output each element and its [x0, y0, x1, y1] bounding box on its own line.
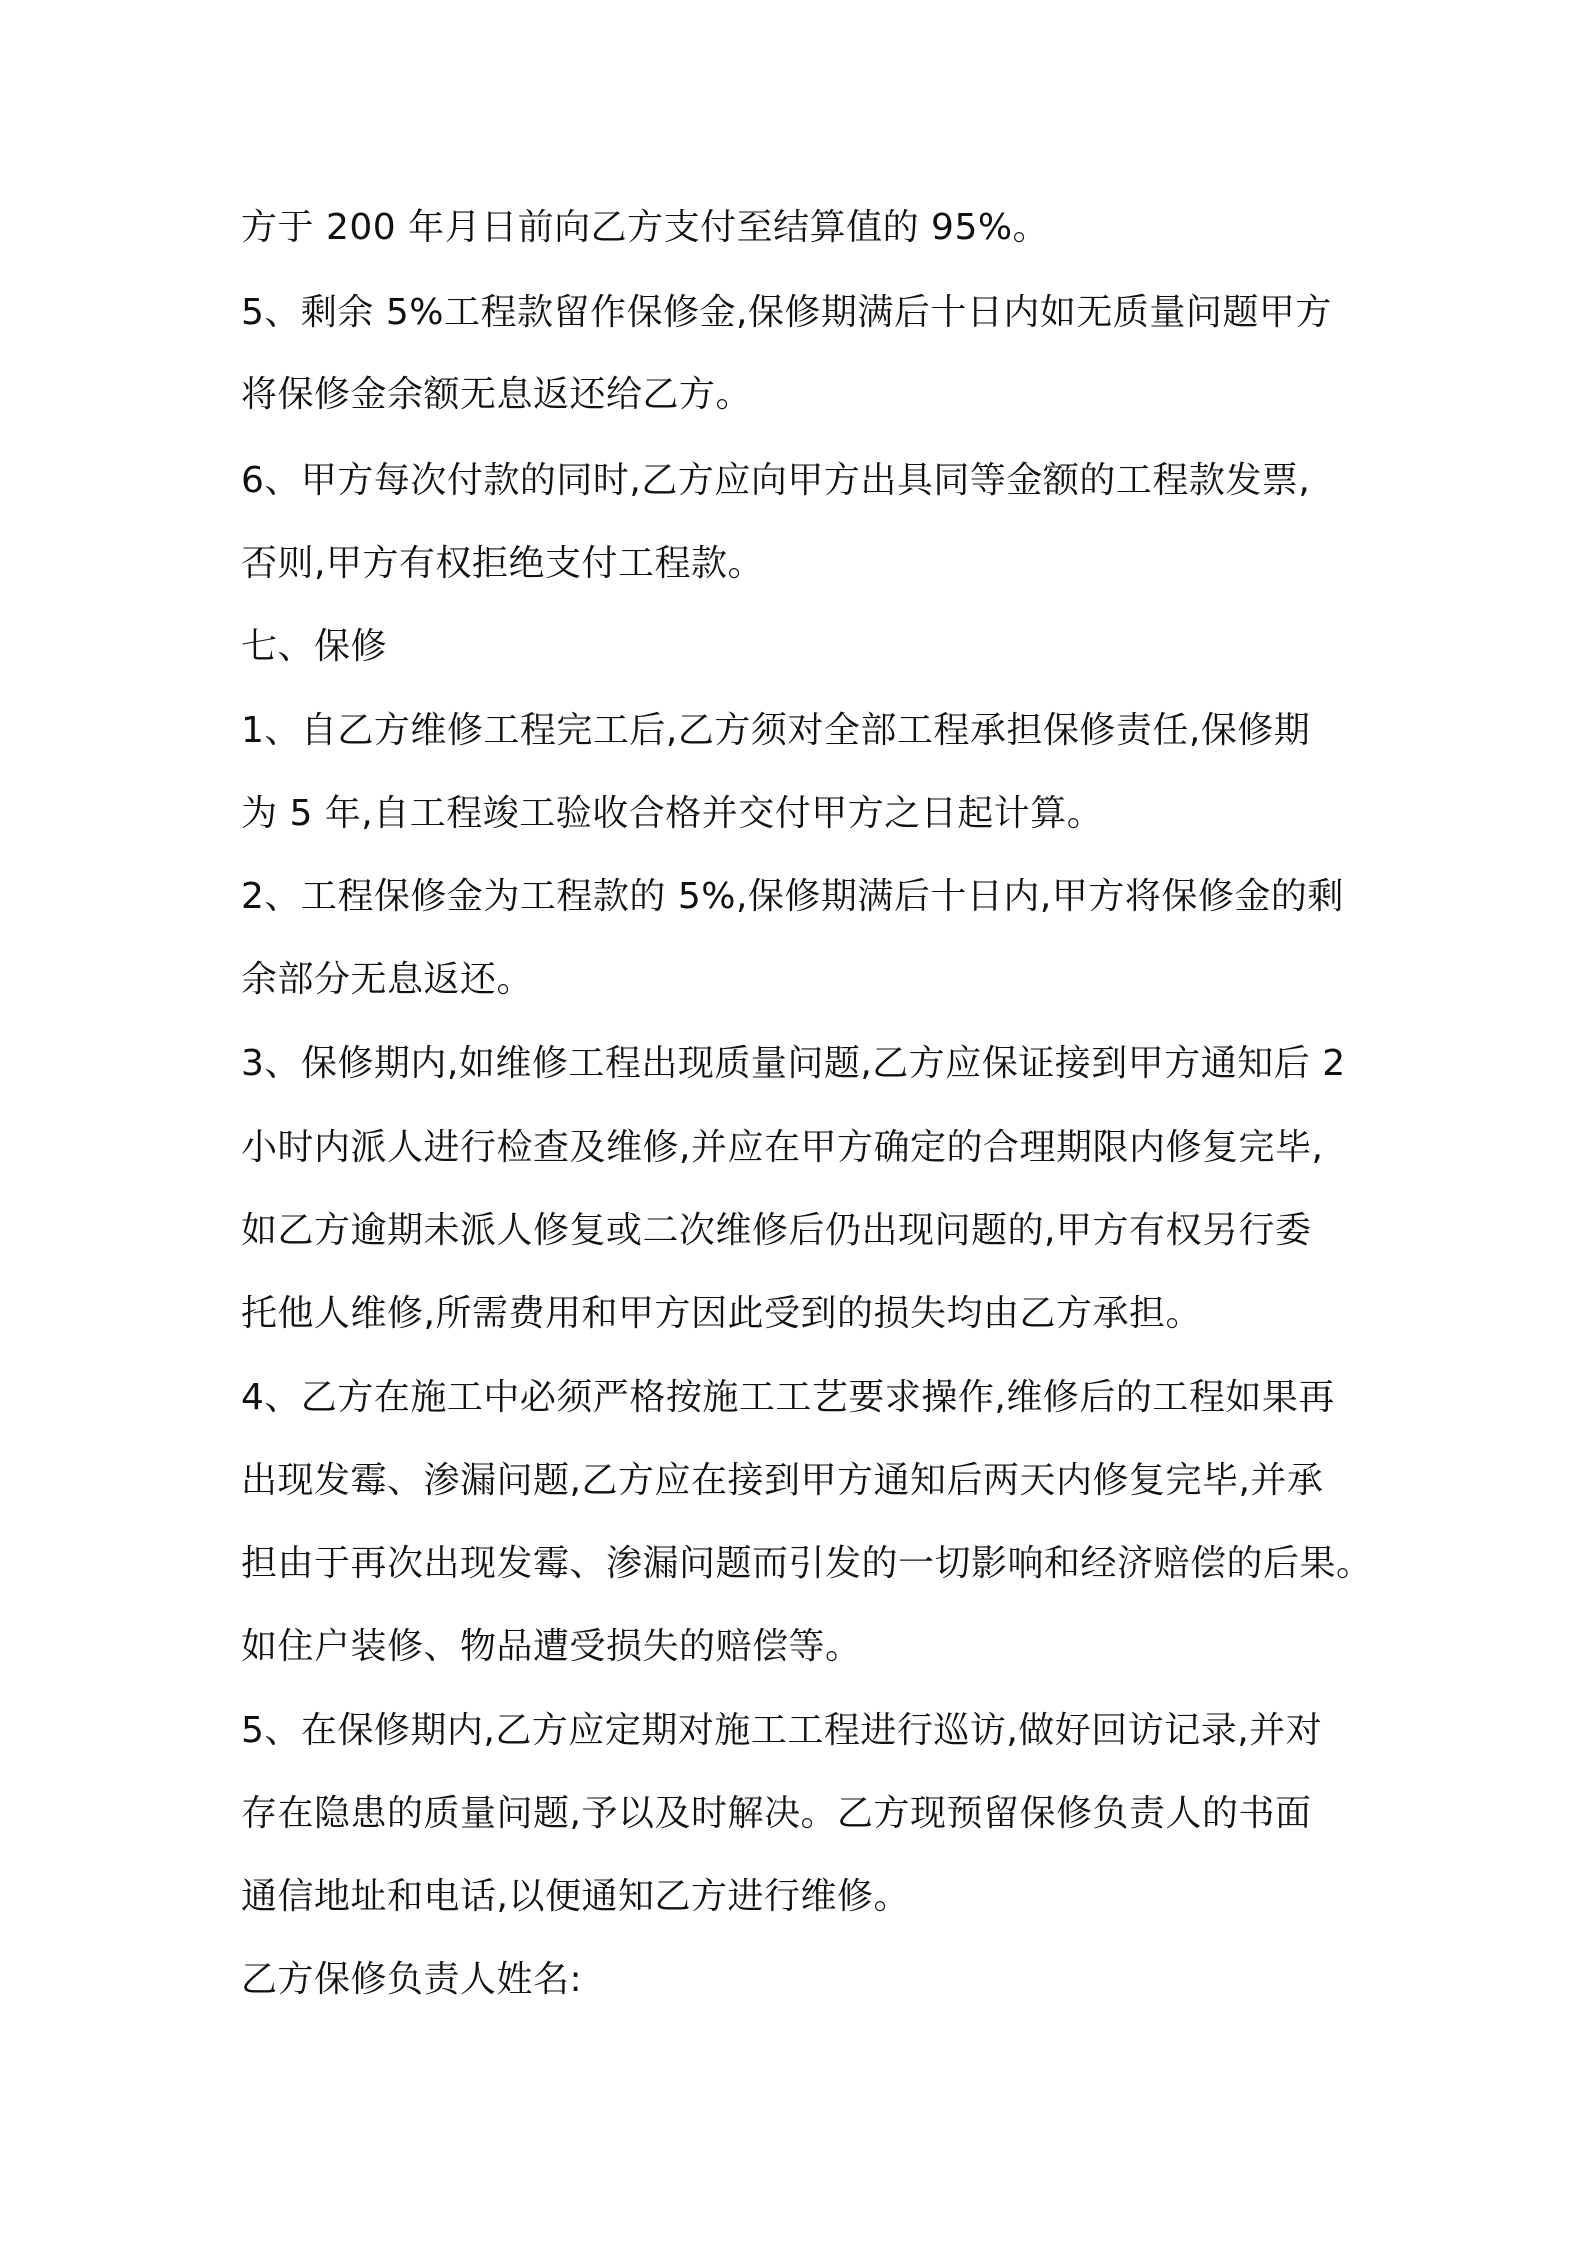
text-line: 方于 200 年月日前向乙方支付至结算值的 95%。 [241, 207, 1050, 248]
text-line: 托他人维修,所需费用和甲方因此受到的损失均由乙方承担。 [241, 1293, 1202, 1334]
text-line: 为 5 年,自工程竣工验收合格并交付甲方之日起计算。 [241, 793, 1104, 834]
text-line: 如乙方逾期未派人修复或二次维修后仍出现问题的,甲方有权另行委 [241, 1210, 1312, 1251]
signature-field-label: 乙方保修负责人姓名: [241, 1959, 583, 2000]
text-line: 如住户装修、物品遭受损失的赔偿等。 [241, 1626, 862, 1667]
text-line: 出现发霉、渗漏问题,乙方应在接到甲方通知后两天内修复完毕,并承 [241, 1460, 1324, 1501]
text-line: 5、剩余 5%工程款留作保修金,保修期满后十日内如无质量问题甲方 [241, 292, 1332, 333]
text-line: 将保修金余额无息返还给乙方。 [241, 374, 753, 415]
text-line: 小时内派人进行检查及维修,并应在甲方确定的合理期限内修复完毕, [241, 1127, 1324, 1168]
text-line: 存在隐患的质量问题,予以及时解决。乙方现预留保修负责人的书面 [241, 1793, 1312, 1834]
text-line: 5、在保修期内,乙方应定期对施工工程进行巡访,做好回访记录,并对 [241, 1710, 1323, 1751]
text-line: 1、自乙方维修工程完工后,乙方须对全部工程承担保修责任,保修期 [241, 710, 1311, 751]
text-line: 通信地址和电话,以便通知乙方进行维修。 [241, 1876, 910, 1917]
section-heading: 七、保修 [241, 626, 388, 667]
text-line: 否则,甲方有权拒绝支付工程款。 [241, 543, 764, 584]
text-line: 余部分无息返还。 [241, 959, 534, 1000]
text-line: 担由于再次出现发霉、渗漏问题而引发的一切影响和经济赔偿的后果。 [241, 1543, 1373, 1584]
text-line: 4、乙方在施工中必须严格按施工工艺要求操作,维修后的工程如果再 [241, 1377, 1335, 1418]
text-line: 6、甲方每次付款的同时,乙方应向甲方出具同等金额的工程款发票, [241, 460, 1311, 501]
text-line: 3、保修期内,如维修工程出现质量问题,乙方应保证接到甲方通知后 2 [241, 1043, 1346, 1084]
text-line: 2、工程保修金为工程款的 5%,保修期满后十日内,甲方将保修金的剩 [241, 876, 1344, 917]
